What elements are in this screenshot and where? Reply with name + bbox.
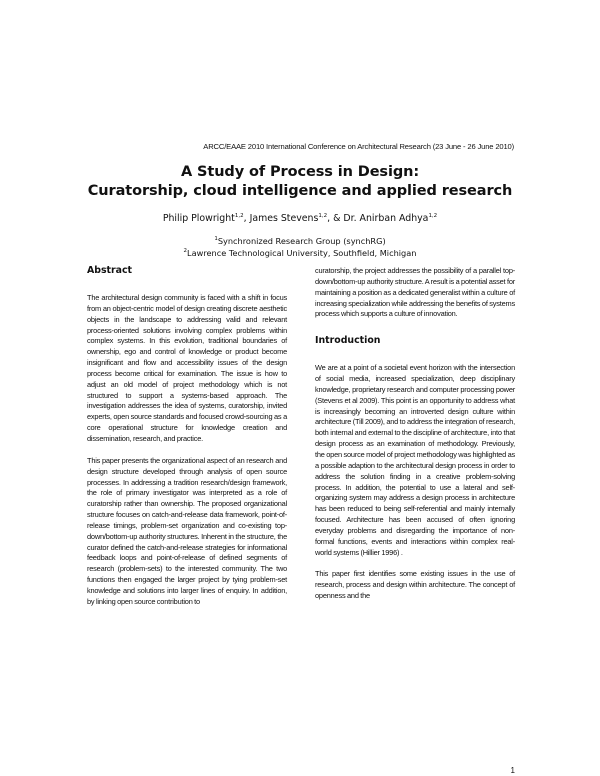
author-name: Philip Plowright <box>162 213 235 224</box>
paper-title-line-2: Curatorship, cloud intelligence and applied research <box>87 183 513 199</box>
author-name: Dr. Anirban Adhya <box>343 213 429 224</box>
right-column <box>315 266 515 602</box>
author-list <box>60 213 540 224</box>
left-column <box>87 265 287 608</box>
page-number: 1 <box>510 766 515 775</box>
abstract-paragraph-2: This paper presents the organizational aspect of an research and design structure developed through analysis of open source processes. In addressing a tradition research/design framework, the role of primary investigator was interpreted as a role of curatorship rather than ownership. The proposed organizational structure focuses on catch-and-release data framework, point-of-release timings, problem-set organization and co-existing top-down/bottom-up authority structures. Inherent in the structure, the curator defined the catch-and-release strategies for informational feedback loops and point-of-release of defined segments of research (problem-sets) to the interested community. The two functions then engaged the larger project by tying problem-set knowledge and solutions into larger lines of enquiry. In addition, by linking open source contribution to <box>87 455 287 606</box>
author-affiliation-mark: 1,2 <box>318 213 328 219</box>
affiliation-text: Lawrence Technological University, Southfield, Michigan <box>187 248 417 258</box>
conference-header: ARCC/EAAE 2010 International Conference on Architectural Research (23 June - 26 June 2010) <box>203 142 514 151</box>
paper-title-line-1: A Study of Process in Design: <box>180 164 420 180</box>
affiliation-mark: 1 <box>214 236 218 242</box>
abstract-paragraph-1: The architectural design community is faced with a shift in focus from an object-centric model of design creating discrete aesthetic objects in the landscape to addressing valid and relevant process-oriented solutions involving complex problems within complex systems. In this evolution, traditional boundaries of ownership, ego and control of knowledge or product become insignificant and flow and accessibility issues of the design process become critical for examination. The issue is how to adjust an old model of project methodology which is not structured to support a systems-based approach. The investigation addresses the idea of systems, curatorship, invited experts, open source standards and focused crowd-sourcing as a core operational structure for knowledge creation and dissemination, research, and practice. <box>87 293 287 443</box>
author-separator: , & <box>327 213 344 224</box>
abstract-heading: Abstract <box>87 265 133 276</box>
affiliation-mark: 2 <box>183 248 188 254</box>
author-affiliation-mark: 1,2 <box>428 213 438 219</box>
author-name: James Stevens <box>249 213 319 224</box>
affiliation-text: Synchronized Research Group (synchRG) <box>217 236 386 246</box>
introduction-paragraph-1: We are at a point of a societal event horizon with the intersection of social media, increased specialization, deep disciplinary knowledge, proprietary research and computer processing power (Stevens et al 2009). This point is an opportunity to address what is increasingly becoming an introverted design culture within architecture (Till 2009), and to address the integration of research, both internal and external to the discipline of architecture, into that design process as an examination of methodology. Previously, the open source model of project methodology was highlighted as a possible adaption to the architectural design process in order to address the solution finding in a creative problem-solving process. In addition, the potential to use a lateral and self-organizing system may address a design process in architecture has been reduced to being self-referential and mainly internally focused. Architecture has been accused of often ignoring everyday problems and disregarding the importance of non-formal functions, events and interactions within complex real-world systems (Hillier 1996) . <box>315 363 515 557</box>
author-separator: , <box>243 213 250 224</box>
affiliation-1 <box>60 236 540 246</box>
introduction-heading: Introduction <box>315 335 381 347</box>
author-affiliation-mark: 1,2 <box>234 213 244 219</box>
abstract-paragraph-2-continued: curatorship, the project addresses the possibility of a parallel top-down/bottom-up authority structure. A result is a potential asset for maintaining a position as a dedicated generalist within a culture of increasing specialization while addressing the benefits of systems process which supports a culture of innovation. <box>315 266 515 319</box>
affiliation-2 <box>60 248 540 258</box>
introduction-paragraph-2: This paper first identifies some existing issues in the use of research, process and design within architecture. The concept of openness and the <box>315 569 515 601</box>
